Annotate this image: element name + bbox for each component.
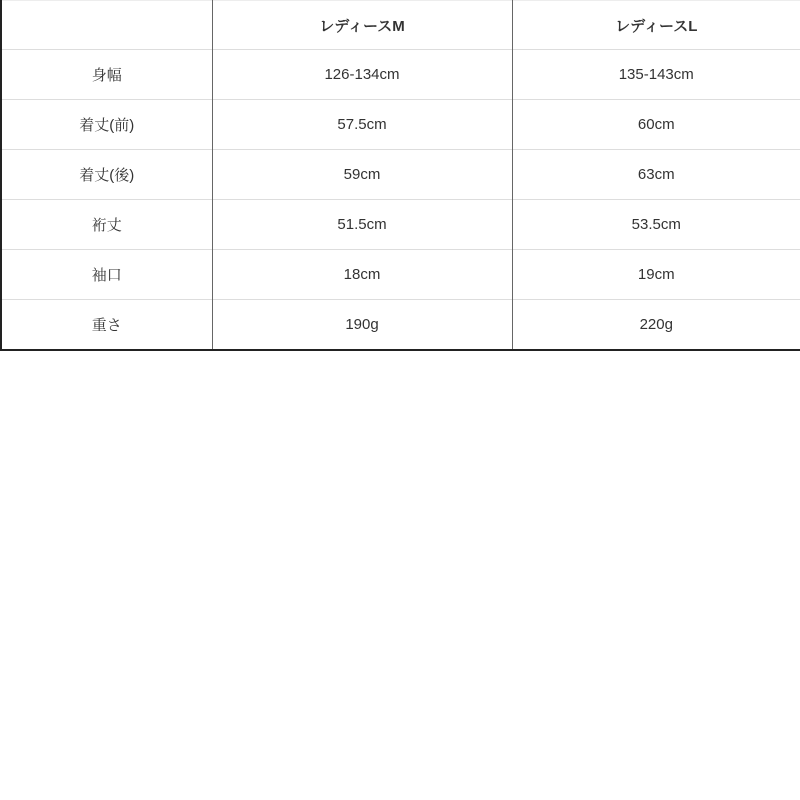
cell-cuff-m: 18cm [212, 250, 512, 300]
table-row [1, 100, 800, 150]
cell-sleeve-length-m: 51.5cm [212, 200, 512, 250]
row-label-weight: 重さ [1, 300, 212, 351]
table-row [1, 300, 800, 351]
cell-weight-m: 190g [212, 300, 512, 351]
cell-length-back-l: 63cm [512, 150, 800, 200]
header-row [1, 1, 800, 50]
row-label-sleeve-length: 裄丈 [1, 200, 212, 250]
cell-weight-l: 220g [512, 300, 800, 351]
cell-cuff-l: 19cm [512, 250, 800, 300]
cell-body-width-l: 135-143cm [512, 50, 800, 100]
size-chart-table [0, 0, 800, 351]
row-label-length-back: 着丈(後) [1, 150, 212, 200]
column-header-ladies-l: レディースL [512, 1, 800, 50]
column-header-ladies-m: レディースM [212, 1, 512, 50]
cell-length-front-l: 60cm [512, 100, 800, 150]
cell-length-front-m: 57.5cm [212, 100, 512, 150]
row-label-length-front: 着丈(前) [1, 100, 212, 150]
cell-sleeve-length-l: 53.5cm [512, 200, 800, 250]
table-row [1, 250, 800, 300]
column-header-blank [1, 1, 212, 50]
table-row [1, 200, 800, 250]
table-row [1, 50, 800, 100]
cell-body-width-m: 126-134cm [212, 50, 512, 100]
row-label-cuff: 袖口 [1, 250, 212, 300]
table-row [1, 150, 800, 200]
cell-length-back-m: 59cm [212, 150, 512, 200]
row-label-body-width: 身幅 [1, 50, 212, 100]
